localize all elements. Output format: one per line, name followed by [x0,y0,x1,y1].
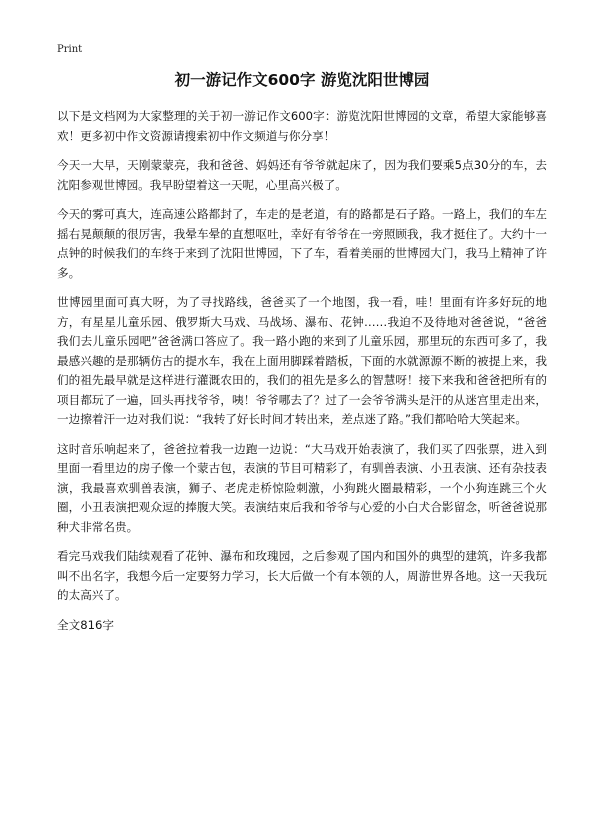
article-title: 初一游记作文600字 游览沈阳世博园 [174,71,430,89]
print-link[interactable]: Print [57,44,83,55]
article-paragraph-3: 世博园里面可真大呀，为了寻找路线，爸爸买了一个地图，我一看，哇！里面有许多好玩的地方，有星星儿童乐园、俄罗斯大马戏、马战场、瀑布、花钟……我迫不及待地对爸爸说，“爸爸我们去儿童乐园吧”爸爸满口答应了。我一路小跑的来到了儿童乐园，那里玩的东西可多了，我最感兴趣的是那辆仿古的提水车，我在上面用脚踩着踏板，下面的水就源源不断的被提上来，我们的祖先最早就是这样进行灌溉农田的，我们的祖先是多么的智慧呀！接下来我和爸爸把所有的项目都玩了一遍，回头再找爷爷，咦！爷爷哪去了？过了一会爷爷满头是汗的从迷宫里走出来，一边擦着汗一边对我们说：“我转了好长时间才转出来，差点迷了路。”我们都哈哈大笑起来。 [57,295,547,426]
article-paragraph-5: 看完马戏我们陆续观看了花钟、瀑布和玫瑰园，之后参观了国内和国外的典型的建筑，许多我都叫不出名字，我想今后一定要努力学习，长大后做一个有本领的人，周游世界各地。这一天我玩的太高兴了。 [57,549,547,602]
article-paragraph-1: 今天一大早，天刚蒙蒙亮，我和爸爸、妈妈还有爷爷就起床了，因为我们要乘5点30分的车，去沈阳参观世博园。我早盼望着这一天呢，心里高兴极了。 [57,158,547,192]
article-paragraph-4: 这时音乐响起来了，爸爸拉着我一边跑一边说：“大马戏开始表演了，我们买了四张票，进入到里面一看里边的房子像一个蒙古包，表演的节目可精彩了，有驯兽表演、小丑表演、还有杂技表演，我最喜欢驯兽表演，狮子、老虎走桥惊险刺激，小狗跳火圈最精彩，一个小狗连跳三个火圈，小丑表演把观众逗的捧腹大笑。表演结束后我和爷爷与心爱的小白犬合影留念，听爸爸说那种犬非常名贵。 [57,441,547,534]
article-paragraph-2: 今天的雾可真大，连高速公路都封了，车走的是老道，有的路都是石子路。一路上，我们的车左摇右晃颠颠的很厉害，我晕车晕的直想呕吐，幸好有爷爷在一旁照顾我，我才挺住了。大约十一点钟的时候我们的车终于来到了沈阳世博园，下了车，看着美丽的世博园大门，我马上精神了许多。 [57,207,547,280]
word-count: 全文816字 [57,617,114,632]
article-paragraph-intro: 以下是文档网为大家整理的关于初一游记作文600字：游览沈阳世博园的文章，希望大家能够喜欢！更多初中作文资源请搜索初中作文频道与你分享！ [57,109,547,143]
document-page [57,44,547,635]
